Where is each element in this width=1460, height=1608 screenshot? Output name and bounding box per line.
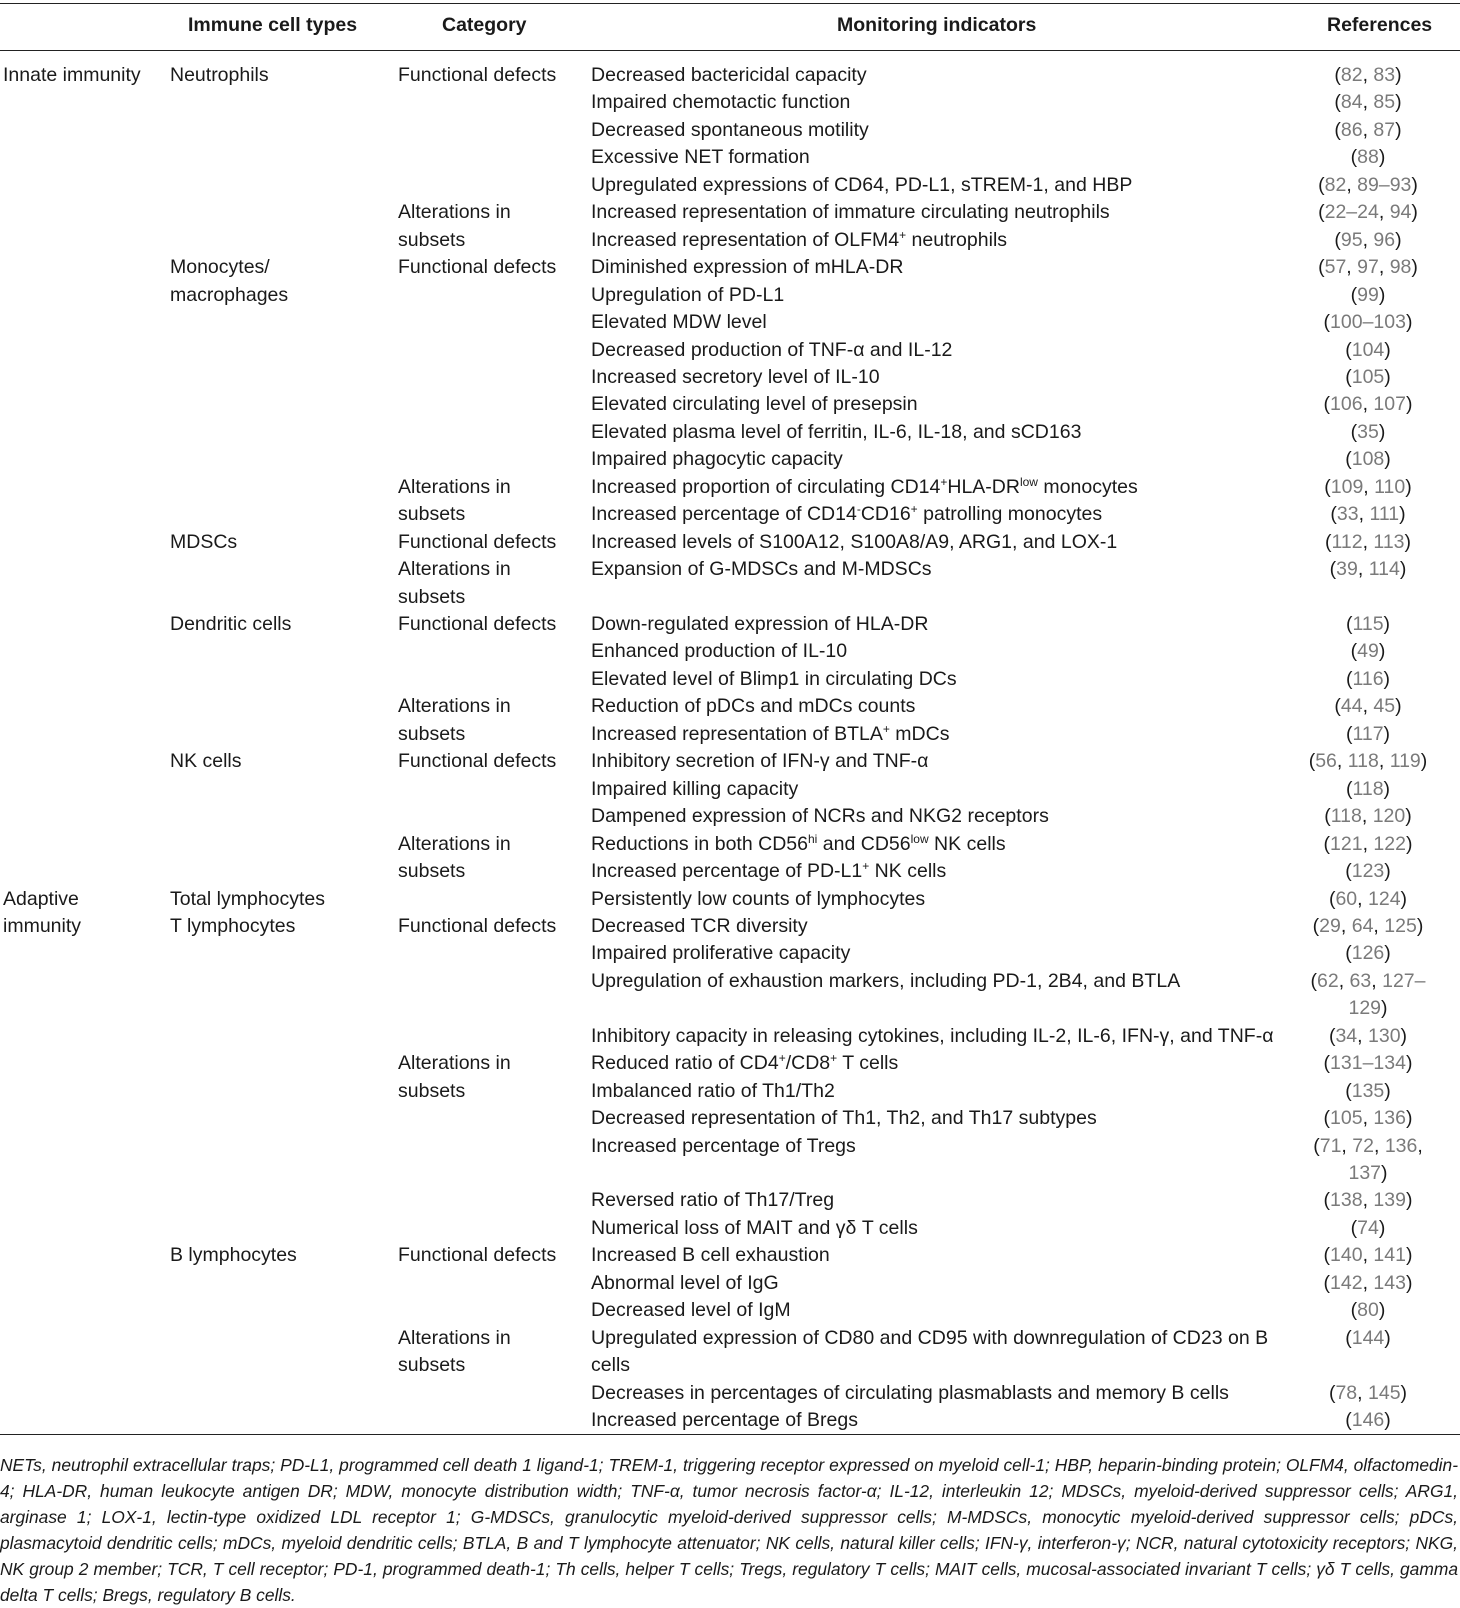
- reference-link[interactable]: 82: [1324, 174, 1347, 196]
- row-references: (39, 114): [1329, 558, 1407, 580]
- header-category: Category: [442, 14, 527, 36]
- reference-link[interactable]: 146: [1351, 1409, 1385, 1431]
- row-indicator: Decreased spontaneous motility: [591, 119, 869, 141]
- row-references: (106, 107): [1323, 393, 1413, 415]
- header-rule: [0, 50, 1460, 51]
- row-indicator: Increased percentage of CD14-CD16+ patrolling monocytes: [591, 502, 1103, 525]
- row-indicator: Persistently low counts of lymphocytes: [591, 888, 926, 910]
- row-references: (115): [1345, 613, 1391, 635]
- reference-link[interactable]: 64: [1351, 915, 1374, 937]
- reference-link[interactable]: 35: [1357, 421, 1379, 443]
- row-references: (99): [1350, 284, 1386, 306]
- row-indicator: Enhanced production of IL-10: [591, 640, 848, 662]
- row-category: subsets: [398, 1080, 466, 1102]
- reference-link[interactable]: 97: [1357, 256, 1379, 278]
- row-cell-type: B lymphocytes: [170, 1244, 297, 1266]
- reference-link[interactable]: 104: [1351, 339, 1385, 361]
- row-category: Alterations in: [398, 476, 511, 498]
- reference-link[interactable]: 99: [1357, 284, 1379, 306]
- row-references: (44, 45): [1334, 695, 1402, 717]
- row-indicator: Inhibitory capacity in releasing cytokines, including IL-2, IL-6, IFN-γ, and TNF-α: [591, 1025, 1274, 1047]
- row-indicator: Reduced ratio of CD4+/CD8+ T cells: [591, 1051, 899, 1074]
- reference-link[interactable]: 105: [1351, 366, 1385, 388]
- row-references: (131–134): [1323, 1052, 1413, 1074]
- row-references: (71, 72, 136, 137): [1313, 1135, 1423, 1184]
- row-references: (56, 118, 119): [1308, 750, 1428, 772]
- row-references: (35): [1350, 421, 1386, 443]
- reference-link[interactable]: 94: [1389, 201, 1412, 223]
- row-references: (78, 145): [1328, 1382, 1408, 1404]
- reference-link[interactable]: 60: [1335, 888, 1358, 910]
- reference-link[interactable]: 82: [1340, 64, 1363, 86]
- reference-link[interactable]: 145: [1368, 1382, 1401, 1404]
- reference-link[interactable]: 115: [1352, 613, 1384, 635]
- row-indicator: Decreased TCR diversity: [591, 915, 808, 937]
- row-indicator: Increased percentage of PD-L1+ NK cells: [591, 859, 947, 882]
- reference-link[interactable]: 111: [1369, 503, 1400, 525]
- row-indicator: Elevated level of Blimp1 in circulating DCs: [591, 668, 957, 690]
- reference-link[interactable]: 83: [1373, 64, 1396, 86]
- row-references: (118): [1345, 778, 1391, 800]
- row-category: Alterations in: [398, 201, 511, 223]
- reference-link[interactable]: 108: [1351, 448, 1385, 470]
- reference-link[interactable]: 112: [1331, 531, 1363, 553]
- reference-link[interactable]: 56: [1315, 750, 1337, 772]
- row-references: (33, 111): [1330, 503, 1406, 525]
- reference-link[interactable]: 106: [1330, 393, 1363, 415]
- row-category: Functional defects: [398, 1244, 557, 1266]
- reference-link[interactable]: 135: [1351, 1080, 1385, 1102]
- row-category: Alterations in: [398, 1052, 511, 1074]
- row-indicator: Increased levels of S100A12, S100A8/A9, ARG1, and LOX-1: [591, 531, 1118, 553]
- row-references: (82, 89–93): [1318, 174, 1418, 196]
- reference-link[interactable]: 84: [1340, 91, 1363, 113]
- row-group-label: Innate immunity: [3, 64, 141, 86]
- reference-link[interactable]: 140: [1330, 1244, 1363, 1266]
- row-category: subsets: [398, 723, 466, 745]
- reference-link[interactable]: 85: [1373, 91, 1396, 113]
- row-indicator: Decreased bactericidal capacity: [591, 64, 867, 86]
- table-footnote: NETs, neutrophil extracellular traps; PD-L1, programmed cell death 1 ligand-1; TREM-1, triggering receptor expressed on myeloid cell-1; HBP, heparin-binding protein; OLFM4, olfactomedin-4; HLA-DR, human leukocyte antigen DR; MDW, monocyte distribution width; TNF-α, tumor necrosis factor-α; IL-12, interleukin 12; MDSCs, myeloid-derived suppressor cells; ARG1, arginase 1; LOX-1, lectin-type oxidized LDL receptor 1; G-MDSCs, granulocytic myeloid-derived suppressor cells; M-MDSCs, monocytic myeloid-derived suppressor cells; pDCs, plasmacytoid dendritic cells; mDCs, myeloid dendritic cells; BTLA, B and T lymphocyte attenuator; NK cells, natural killer cells; IFN-γ, interferon-γ; NCR, natural cytotoxicity receptors; NKG, NK group 2 member; TCR, T cell receptor; PD-1, programmed death-1; Th cells, helper T cells; Tregs, regulatory T cells; MAIT cells, mucosal-associated invariant T cells; γδ T cells, gamma delta T cells; Bregs, regulatory B cells.: [0, 1455, 1458, 1605]
- reference-link[interactable]: 80: [1357, 1299, 1379, 1321]
- reference-link[interactable]: 113: [1373, 531, 1405, 553]
- row-references: (34, 130): [1328, 1025, 1408, 1047]
- row-category: Functional defects: [398, 750, 557, 772]
- row-category: subsets: [398, 1354, 466, 1376]
- reference-link[interactable]: 110: [1374, 476, 1406, 498]
- row-references: (123): [1345, 860, 1391, 882]
- row-cell-type: Total lymphocytes: [170, 888, 325, 910]
- reference-link[interactable]: 100–103: [1330, 311, 1406, 333]
- reference-link[interactable]: 57: [1324, 256, 1347, 278]
- row-cell-type: macrophages: [170, 284, 289, 306]
- row-indicator: Inhibitory secretion of IFN-γ and TNF-α: [591, 750, 929, 772]
- row-category: Alterations in: [398, 833, 511, 855]
- row-indicator: Abnormal level of IgG: [591, 1272, 779, 1294]
- row-references: (104): [1345, 339, 1391, 361]
- row-references: (146): [1345, 1409, 1391, 1431]
- reference-link[interactable]: 120: [1372, 805, 1406, 827]
- reference-link[interactable]: 144: [1351, 1327, 1385, 1349]
- reference-link[interactable]: 125: [1384, 915, 1417, 937]
- row-indicator: Increased percentage of Tregs: [591, 1135, 856, 1157]
- row-references: (57, 97, 98): [1318, 256, 1418, 278]
- row-references: (22–24, 94): [1318, 201, 1418, 223]
- row-category: Alterations in: [398, 558, 511, 580]
- row-indicator: Increased percentage of Bregs: [591, 1409, 858, 1431]
- row-references: (142, 143): [1323, 1272, 1413, 1294]
- row-indicator: Reduction of pDCs and mDCs counts: [591, 695, 916, 717]
- row-references: (135): [1345, 1080, 1391, 1102]
- reference-link[interactable]: 131–134: [1330, 1052, 1406, 1074]
- row-references: (112, 113): [1324, 531, 1412, 553]
- reference-link[interactable]: 95: [1340, 229, 1363, 251]
- row-indicator: Reductions in both $CD56^{hi}$ and $CD56^{low}$ NK cells: [591, 832, 1006, 855]
- row-references: (144): [1345, 1327, 1391, 1349]
- reference-link[interactable]: 123: [1351, 860, 1385, 882]
- reference-link[interactable]: 142: [1330, 1272, 1363, 1294]
- reference-link[interactable]: 136: [1384, 1135, 1418, 1157]
- table-top-rule: [0, 3, 1460, 4]
- row-group-label: Adaptive: [3, 888, 79, 910]
- reference-link[interactable]: 72: [1352, 1135, 1374, 1157]
- reference-link[interactable]: 78: [1335, 1382, 1358, 1404]
- row-indicator: Impaired chemotactic function: [591, 91, 851, 113]
- reference-link[interactable]: 136: [1373, 1107, 1406, 1129]
- reference-link[interactable]: 139: [1373, 1189, 1406, 1211]
- row-indicator: Decreased production of TNF-α and IL-12: [591, 339, 953, 361]
- row-category: Functional defects: [398, 915, 557, 937]
- header-indicators: Monitoring indicators: [837, 14, 1037, 36]
- row-indicator: Imbalanced ratio of Th1/Th2: [591, 1080, 835, 1102]
- row-category: subsets: [398, 586, 466, 608]
- row-indicator: Diminished expression of mHLA-DR: [591, 256, 904, 278]
- row-references: (105, 136): [1323, 1107, 1413, 1129]
- row-indicator: Increased proportion of circulating $CD14^+HLA-DR^{low}$ monocytes: [591, 475, 1138, 498]
- row-category: Alterations in: [398, 695, 511, 717]
- row-indicator: Increased B cell exhaustion: [591, 1244, 830, 1266]
- row-cell-type: NK cells: [170, 750, 242, 772]
- row-group-label: immunity: [3, 915, 82, 937]
- row-indicator: Numerical loss of MAIT and γδ T cells: [591, 1217, 918, 1239]
- row-indicator: Dampened expression of NCRs and NKG2 receptors: [591, 805, 1049, 827]
- reference-link[interactable]: 33: [1336, 503, 1359, 525]
- reference-link[interactable]: 107: [1373, 393, 1406, 415]
- table-bottom-rule: [0, 1434, 1460, 1435]
- row-category: subsets: [398, 229, 466, 251]
- reference-link[interactable]: 87: [1373, 119, 1396, 141]
- row-category: Functional defects: [398, 613, 557, 635]
- reference-link[interactable]: 138: [1330, 1189, 1363, 1211]
- reference-link[interactable]: 49: [1357, 640, 1379, 662]
- row-indicator: Decreased level of IgM: [591, 1299, 791, 1321]
- row-indicator: Expansion of G-MDSCs and M-MDSCs: [591, 558, 932, 580]
- row-indicator: Upregulation of PD-L1: [591, 284, 785, 306]
- row-cell-type: T lymphocytes: [170, 915, 296, 937]
- row-references: (88): [1350, 146, 1386, 168]
- row-references: (118, 120): [1324, 805, 1412, 827]
- row-cell-type: Dendritic cells: [170, 613, 292, 635]
- row-indicator: Elevated MDW level: [591, 311, 767, 333]
- row-indicator: Elevated plasma level of ferritin, IL-6, IL-18, and sCD163: [591, 421, 1082, 443]
- reference-link[interactable]: 63: [1349, 970, 1372, 992]
- reference-link[interactable]: 117: [1352, 723, 1384, 745]
- row-references: (49): [1350, 640, 1386, 662]
- row-category: Functional defects: [398, 64, 557, 86]
- reference-link[interactable]: 116: [1352, 668, 1384, 690]
- row-references: (108): [1345, 448, 1391, 470]
- row-references: (140, 141): [1323, 1244, 1413, 1266]
- row-references: (29, 64, 125): [1312, 915, 1424, 937]
- row-references: (86, 87): [1334, 119, 1402, 141]
- row-references: (100–103): [1323, 311, 1413, 333]
- row-references: (109, 110): [1324, 476, 1412, 498]
- row-references: (62, 63, 127– 129): [1310, 970, 1426, 1019]
- row-indicator: Reversed ratio of Th17/Treg: [591, 1189, 835, 1211]
- row-category: Alterations in: [398, 1327, 511, 1349]
- reference-link[interactable]: 126: [1351, 942, 1385, 964]
- row-cell-type: Monocytes/: [170, 256, 270, 278]
- reference-link[interactable]: 22–24: [1324, 201, 1379, 223]
- reference-link[interactable]: 34: [1335, 1025, 1358, 1047]
- header-references: References: [1327, 14, 1433, 36]
- reference-link[interactable]: 130: [1368, 1025, 1401, 1047]
- reference-link[interactable]: 88: [1357, 146, 1379, 168]
- reference-link[interactable]: 119: [1389, 750, 1421, 772]
- reference-link[interactable]: 44: [1340, 695, 1363, 717]
- reference-link[interactable]: 143: [1373, 1272, 1406, 1294]
- row-indicator: Increased representation of BTLA+ mDCs: [591, 722, 950, 745]
- row-indicator: Increased representation of immature circulating neutrophils: [591, 201, 1110, 223]
- reference-link[interactable]: 127–: [1382, 970, 1426, 992]
- reference-link[interactable]: 109: [1330, 476, 1364, 498]
- reference-link[interactable]: 118: [1352, 778, 1384, 800]
- row-category: Functional defects: [398, 256, 557, 278]
- reference-link[interactable]: 121: [1330, 833, 1363, 855]
- row-indicator: Impaired phagocytic capacity: [591, 448, 843, 470]
- reference-link[interactable]: 62: [1317, 970, 1339, 992]
- row-references: (138, 139): [1323, 1189, 1413, 1211]
- reference-link[interactable]: 89–93: [1357, 174, 1412, 196]
- row-indicator: Upregulated expressions of CD64, PD-L1, sTREM-1, and HBP: [591, 174, 1133, 196]
- row-indicator: Upregulated expression of CD80 and CD95 with downregulation of CD23 on B: [591, 1327, 1269, 1349]
- row-indicator: Increased secretory level of IL-10: [591, 366, 880, 388]
- reference-link[interactable]: 122: [1373, 833, 1406, 855]
- row-indicator: Excessive NET formation: [591, 146, 810, 168]
- row-category: Functional defects: [398, 531, 557, 553]
- row-references: (117): [1345, 723, 1391, 745]
- reference-link[interactable]: 86: [1340, 119, 1363, 141]
- row-indicator: Increased representation of OLFM4+ neutrophils: [591, 228, 1008, 251]
- row-indicator: Down-regulated expression of HLA-DR: [591, 613, 929, 635]
- row-indicator: Impaired killing capacity: [591, 778, 799, 800]
- row-indicator: Impaired proliferative capacity: [591, 942, 851, 964]
- reference-link[interactable]: 105: [1330, 1107, 1363, 1129]
- reference-link[interactable]: 114: [1368, 558, 1400, 580]
- reference-link[interactable]: 137: [1348, 1162, 1382, 1184]
- reference-link[interactable]: 118: [1330, 805, 1362, 827]
- row-category: subsets: [398, 503, 466, 525]
- row-indicator: cells: [591, 1354, 631, 1376]
- reference-link[interactable]: 124: [1368, 888, 1401, 910]
- row-references: (80): [1350, 1299, 1386, 1321]
- reference-link[interactable]: 129: [1348, 997, 1382, 1019]
- row-cell-type: Neutrophils: [170, 64, 269, 86]
- reference-link[interactable]: 141: [1373, 1244, 1406, 1266]
- row-references: (74): [1350, 1217, 1386, 1239]
- row-references: (60, 124): [1328, 888, 1408, 910]
- row-references: (105): [1345, 366, 1391, 388]
- reference-link[interactable]: 118: [1347, 750, 1379, 772]
- row-indicator: Decreases in percentages of circulating plasmablasts and memory B cells: [591, 1382, 1229, 1404]
- row-references: (95, 96): [1334, 229, 1402, 251]
- reference-link[interactable]: 98: [1389, 256, 1412, 278]
- reference-link[interactable]: 96: [1373, 229, 1396, 251]
- row-references: (84, 85): [1334, 91, 1402, 113]
- row-references: (116): [1345, 668, 1391, 690]
- reference-link[interactable]: 39: [1336, 558, 1358, 580]
- row-references: (126): [1345, 942, 1391, 964]
- header-cell-types: Immune cell types: [188, 14, 358, 36]
- row-references: (121, 122): [1323, 833, 1413, 855]
- reference-link[interactable]: 71: [1319, 1135, 1342, 1157]
- reference-link[interactable]: 29: [1319, 915, 1341, 937]
- row-references: (82, 83): [1334, 64, 1402, 86]
- row-indicator: Elevated circulating level of presepsin: [591, 393, 918, 415]
- row-indicator: Upregulation of exhaustion markers, including PD-1, 2B4, and BTLA: [591, 970, 1181, 992]
- row-cell-type: MDSCs: [170, 531, 238, 553]
- reference-link[interactable]: 74: [1357, 1217, 1379, 1239]
- row-indicator: Decreased representation of Th1, Th2, and Th17 subtypes: [591, 1107, 1097, 1129]
- row-category: subsets: [398, 860, 466, 882]
- reference-link[interactable]: 45: [1373, 695, 1396, 717]
